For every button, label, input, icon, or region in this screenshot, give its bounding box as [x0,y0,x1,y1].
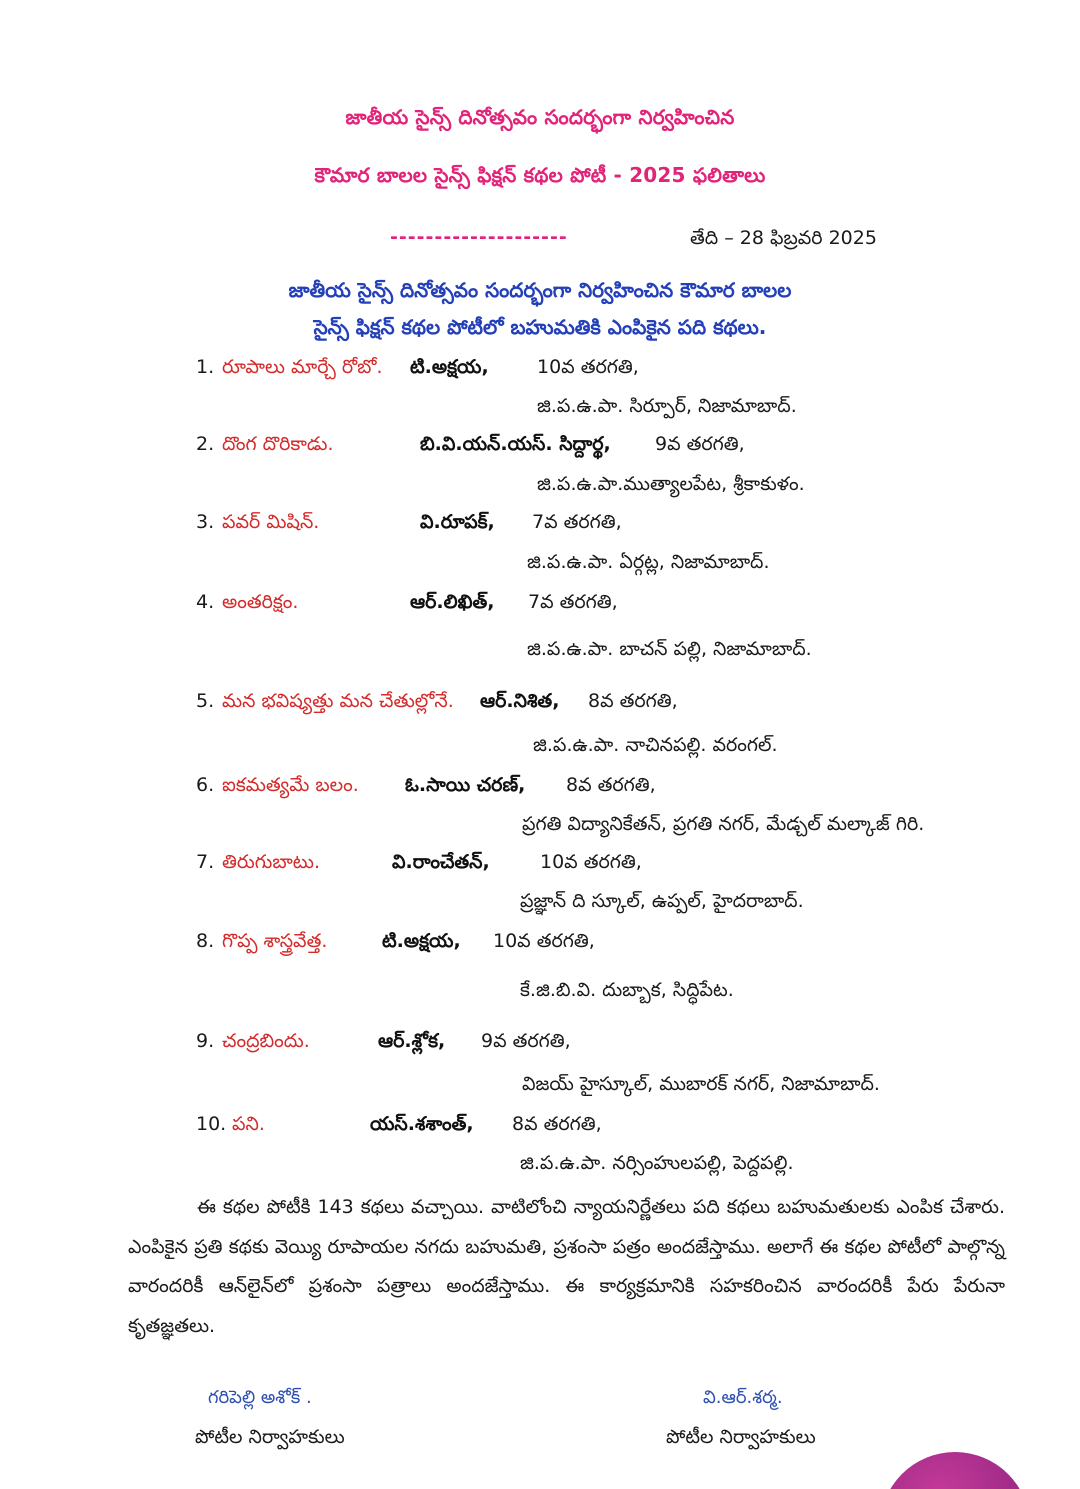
author-grade: 8వ తరగతి, [566,774,656,796]
author-name: బి.వి.యన్.యస్. సిద్దార్థ, [420,433,611,455]
author-name: టి.అక్షయ, [410,356,489,378]
item-number: 9. [196,1030,215,1052]
school-location: విజయ్ హైస్కూల్, ముబారక్ నగర్, నిజామాబాద్. [522,1073,880,1095]
intro-heading-line-1: జాతీయ సైన్స్ దినోత్సవం సందర్భంగా నిర్వహించిన కౌమార బాలల [288,278,792,302]
item-number: 6. [196,774,215,796]
author-name: వి.రూపక్, [420,511,495,533]
item-number: 10. [196,1113,227,1135]
item-number: 7. [196,851,215,873]
school-location: జి.ప.ఉ.పా. నర్సింహులపల్లి, పెద్దపల్లి. [520,1152,794,1174]
corner-circle-shape [880,1452,1030,1489]
school-location: జి.ప.ఉ.పా. బాచన్ పల్లి, నిజామాబాద్. [527,638,812,660]
item-number: 1. [196,356,215,378]
author-grade: 9వ తరగతి, [481,1030,571,1052]
author-grade: 10వ తరగతి, [540,851,642,873]
author-name: యస్.శశాంత్, [370,1113,474,1135]
school-location: జి.ప.ఉ.పా.ముత్యాలపేట, శ్రీకాకుళం. [537,473,805,495]
author-grade: 10వ తరగతి, [493,930,595,952]
story-title: అంతరిక్షం. [222,591,299,613]
author-name: ఆర్.నిశిత, [480,690,560,712]
author-grade: 7వ తరగతి, [532,511,622,533]
author-grade: 9వ తరగతి, [655,433,745,455]
signature-name: గరిపెల్లి అశోక్ . [208,1387,312,1408]
story-title: పని. [232,1113,265,1135]
school-location: ప్రజ్ఞాన్ ది స్కూల్, ఉప్పల్, హైదరాబాద్. [520,890,804,912]
story-title: మన భవిష్యత్తు మన చేతుల్లోనే. [222,690,454,712]
school-location: జి.ప.ఉ.పా. నాచినపల్లి. వరంగల్. [533,734,778,756]
item-number: 5. [196,690,215,712]
signature-role: పోటీల నిర్వాహకులు [195,1426,345,1448]
author-name: ఆర్.శ్లోక, [378,1030,446,1052]
story-title: తిరుగుబాటు. [222,851,320,873]
story-title: రూపాలు మార్చే రోబో. [222,356,383,378]
intro-heading-line-2: సైన్స్ ఫిక్షన్ కథల పోటీలో బహుమతికి ఎంపికైన పది కథలు. [313,315,767,339]
school-location: ప్రగతి విద్యానికేతన్, ప్రగతి నగర్, మేడ్చల్ మల్కాజ్ గిరి. [522,813,925,835]
dashed-divider: -------------------- [390,226,568,248]
school-location: కే.జి.బి.వి. దుబ్బాక, సిద్ధిపేట. [520,979,734,1001]
title-line-2: కౌమార బాలల సైన్స్ ఫిక్షన్ కథల పోటీ - 2025 ఫలితాలు [314,163,766,187]
item-number: 8. [196,930,215,952]
author-grade: 7వ తరగతి, [528,591,618,613]
author-name: ఓ.సాయి చరణ్, [405,774,526,796]
story-title: ఐకమత్యమే బలం. [222,774,359,796]
author-grade: 8వ తరగతి, [588,690,678,712]
author-name: వి.రాంచేతన్, [392,851,490,873]
author-grade: 10వ తరగతి, [537,356,639,378]
item-number: 3. [196,511,215,533]
story-title: దొంగ దొరికాడు. [222,433,334,455]
title-line-1: జాతీయ సైన్స్ దినోత్సవం సందర్భంగా నిర్వహించిన [345,105,735,129]
school-location: జి.ప.ఉ.పా. ఏర్గట్ల, నిజామాబాద్. [527,551,770,573]
item-number: 2. [196,433,215,455]
closing-paragraph: ఈ కథల పోటీకి 143 కథలు వచ్చాయి. వాటిలోంచి న్యాయనిర్ణేతలు పది కథలు బహుమతులకు ఎంపిక చేశారు. ఎంపికైన ప్రతి కథకు వెయ్యి రూపాయల నగదు బహుమతి, ప్రశంసా పత్రం అందజేస్తాము. అలాగే ఈ కథల పోటీలో పాల్గొన్న వారందరికీ ఆన్‌లైన్‌లో ప్రశంసా పత్రాలు అందజేస్తాము. ఈ కార్యక్రమానికి సహకరించిన వారందరికీ పేరు పేరునా కృతజ్ఞతలు. [128,1196,1005,1337]
signature-name: వి.ఆర్.శర్మ. [703,1387,783,1408]
author-grade: 8వ తరగతి, [512,1113,602,1135]
author-name: టి.అక్షయ, [382,930,461,952]
story-title: పవర్ మిషిన్. [222,511,320,533]
corner-decoration [880,1452,1030,1489]
story-title: చంద్రబిందు. [222,1030,310,1052]
signature-role: పోటీల నిర్వాహకులు [666,1426,816,1448]
author-name: ఆర్.లిఖిత్, [410,591,495,613]
document-date: తేది – 28 ఫిబ్రవరి 2025 [690,227,877,249]
school-location: జి.ప.ఉ.పా. సిర్పూర్, నిజామాబాద్. [537,395,797,417]
story-title: గొప్ప శాస్త్రవేత్త. [222,930,328,952]
item-number: 4. [196,591,215,613]
